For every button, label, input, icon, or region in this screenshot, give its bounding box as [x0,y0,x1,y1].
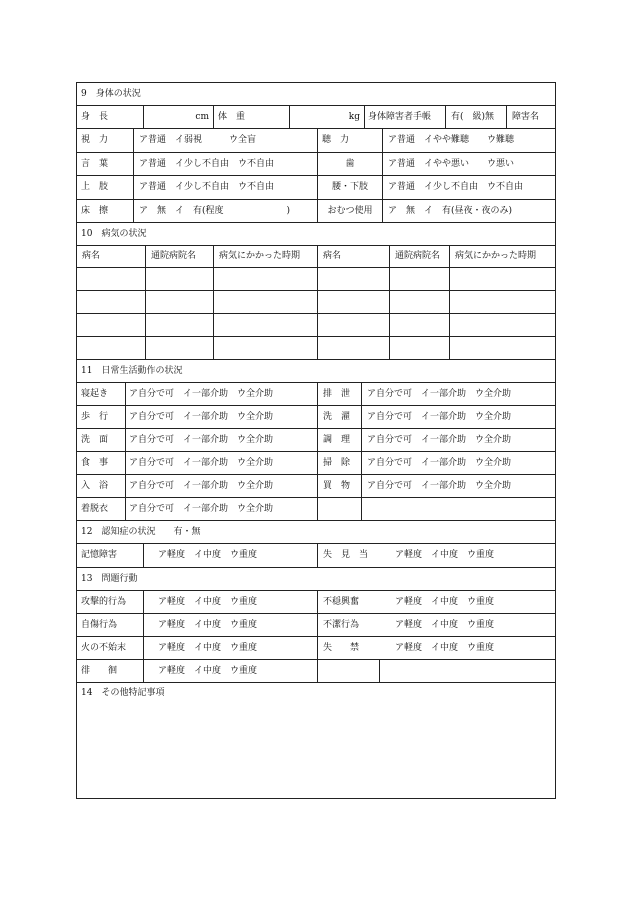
vision-hearing-row [77,129,555,153]
behavior-choices[interactable]: ア軽度 イ中度 ウ重度 [395,596,495,607]
section-9-title: 9 身体の状況 [81,88,141,99]
disability-name-label: 障害名 [506,106,557,128]
disease-col-header: 病名 [82,251,101,261]
weight-label: 体 重 [213,106,289,128]
adl-choices[interactable]: ア自分で可 イ一部介助 ウ全介助 [125,429,317,451]
disease-cell[interactable] [213,314,317,336]
section-12-title: 12 認知症の状況 有・無 [81,526,201,537]
disease-cell[interactable] [317,268,389,290]
adl-choices[interactable]: ア自分で可 イ一部介助 ウ全介助 [361,383,555,405]
disease-cell[interactable] [145,337,213,359]
disease-cell[interactable] [389,291,449,313]
empty-cell [317,660,379,682]
behavior-label: 不潔行為 [317,614,379,636]
behavior-label: 徘 徊 [81,665,118,676]
empty-cell [361,498,555,520]
adl-choices[interactable]: ア自分で可 イ一部介助 ウ全介助 [361,406,555,428]
diaper-label: おむつ使用 [317,200,382,222]
disease-col-header: 病名 [317,246,389,267]
adl-choices[interactable]: ア自分で可 イ一部介助 ウ全介助 [361,475,555,497]
adl-row [77,406,555,429]
adl-label: 食 事 [81,457,109,468]
disease-row [77,314,555,337]
empty-cell [379,660,555,682]
dementia-row [77,544,555,568]
disease-cell[interactable] [389,314,449,336]
lower-limb-choices[interactable]: ア普通 イ少し不自由 ウ不自由 [382,176,555,199]
behavior-choices[interactable]: ア軽度 イ中度 ウ重度 [143,637,317,659]
adl-label: 調 理 [317,429,361,451]
memory-choices[interactable]: ア軽度 イ中度 ウ重度 [143,544,317,567]
disease-row [77,268,555,291]
disorientation-choices[interactable]: ア軽度 イ中度 ウ重度 [395,550,495,560]
adl-label: 洗 面 [81,434,109,445]
disability-cert-field[interactable]: 有( 級)無 [445,106,506,128]
behavior-choices[interactable]: ア軽度 イ中度 ウ重度 [395,642,495,653]
adl-row [77,452,555,475]
adl-choices[interactable]: ア自分で可 イ一部介助 ウ全介助 [125,383,317,405]
adl-row [77,429,555,452]
limbs-row [77,176,555,200]
hearing-choices[interactable]: ア普通 イやや難聴 ウ難聴 [382,129,555,152]
height-field[interactable]: cm [143,106,213,128]
teeth-choices[interactable]: ア普通 イやや悪い ウ悪い [382,153,555,175]
adl-label: 入 浴 [81,480,109,491]
section-9-header [77,83,555,106]
teeth-label: 歯 [317,153,382,175]
vision-choices[interactable]: ア普通 イ弱視 ウ全盲 [133,129,317,152]
disease-col-header: 通院病院名 [145,246,213,267]
section-10-title: 10 病気の状況 [81,228,147,239]
behavior-row [77,637,555,660]
adl-label: 掃 除 [317,452,361,474]
disease-cell[interactable] [449,337,557,359]
body-measure-row [77,106,555,129]
disease-cell[interactable] [449,268,557,290]
adl-row [77,383,555,406]
disease-cell[interactable] [77,337,145,359]
disease-cell[interactable] [317,337,389,359]
disease-cell[interactable] [77,314,145,336]
behavior-label: 火の不始末 [81,642,127,653]
disability-cert-label: 身体障害者手帳 [364,106,445,128]
adl-label: 洗 濯 [317,406,361,428]
disease-cell[interactable] [77,268,145,290]
behavior-choices[interactable]: ア軽度 イ中度 ウ重度 [143,614,317,636]
disease-cell[interactable] [449,314,557,336]
disease-header-row [77,246,555,268]
behavior-label: 不穏興奮 [317,591,379,613]
disease-cell[interactable] [145,291,213,313]
adl-choices[interactable]: ア自分で可 イ一部介助 ウ全介助 [125,406,317,428]
adl-label: 寝起き [81,388,109,399]
adl-choices[interactable]: ア自分で可 イ一部介助 ウ全介助 [361,429,555,451]
behavior-label: 自傷行為 [81,619,118,630]
lower-limb-label: 腰・下肢 [317,176,382,199]
disease-col-header: 通院病院名 [389,246,449,267]
adl-choices[interactable]: ア自分で可 イ一部介助 ウ全介助 [125,452,317,474]
adl-label: 買 物 [317,475,361,497]
adl-row [77,475,555,498]
section-11-title: 11 日常生活動作の状況 [81,365,183,376]
disease-row [77,291,555,314]
disease-row [77,337,555,360]
bedsore-diaper-row [77,200,555,223]
section-12-header [77,521,555,544]
behavior-label: 攻撃的行為 [81,596,127,607]
disease-cell[interactable] [449,291,557,313]
disease-col-header: 病気にかかった時期 [213,246,317,267]
disease-cell[interactable] [389,268,449,290]
behavior-row [77,660,555,683]
upper-limb-label: 上 肢 [81,182,109,192]
bedsore-label: 床 擦 [81,205,109,216]
disease-cell[interactable] [145,314,213,336]
behavior-row [77,614,555,637]
empty-cell [317,498,361,520]
behavior-label: 失 禁 [317,637,379,659]
behavior-choices[interactable]: ア軽度 イ中度 ウ重度 [143,591,317,613]
disease-cell[interactable] [213,291,317,313]
memory-label: 記憶障害 [81,550,118,560]
care-assessment-form [76,82,556,799]
adl-choices[interactable]: ア自分で可 イ一部介助 ウ全介助 [125,475,317,497]
upper-limb-choices[interactable]: ア普通 イ少し不自由 ウ不自由 [133,176,317,199]
behavior-choices[interactable]: ア軽度 イ中度 ウ重度 [143,660,317,682]
adl-choices[interactable]: ア自分で可 イ一部介助 ウ全介助 [125,498,317,520]
disease-cell[interactable] [213,337,317,359]
section-10-header [77,223,555,246]
weight-field[interactable]: kg [289,106,364,128]
bedsore-choices[interactable]: ア 無 イ 有(程度 ) [133,200,317,222]
notes-area[interactable] [77,701,555,798]
diaper-choices[interactable]: ア 無 イ 有(昼夜・夜のみ) [382,200,555,222]
adl-label: 排 泄 [317,383,361,405]
vision-label: 視 力 [81,135,109,145]
speech-teeth-row [77,153,555,176]
adl-label: 着脱衣 [81,503,109,514]
disease-cell[interactable] [145,268,213,290]
behavior-row [77,591,555,614]
adl-row [77,498,555,521]
speech-choices[interactable]: ア普通 イ少し不自由 ウ不自由 [133,153,317,175]
section-13-title: 13 問題行動 [81,573,138,584]
hearing-label: 聴 力 [317,129,382,152]
height-label: 身 長 [81,111,109,122]
adl-label: 歩 行 [81,411,109,422]
adl-choices[interactable]: ア自分で可 イ一部介助 ウ全介助 [361,452,555,474]
disease-cell[interactable] [317,314,389,336]
speech-label: 言 葉 [81,158,109,169]
disorientation-label: 失 見 当 [317,544,379,567]
section-11-header [77,360,555,383]
disease-col-header: 病気にかかった時期 [449,246,557,267]
disease-cell[interactable] [77,291,145,313]
section-13-header [77,568,555,591]
behavior-choices[interactable]: ア軽度 イ中度 ウ重度 [395,619,495,630]
disease-cell[interactable] [213,268,317,290]
section-14-title: 14 その他特記事項 [81,687,165,698]
disease-cell[interactable] [389,337,449,359]
disease-cell[interactable] [317,291,389,313]
